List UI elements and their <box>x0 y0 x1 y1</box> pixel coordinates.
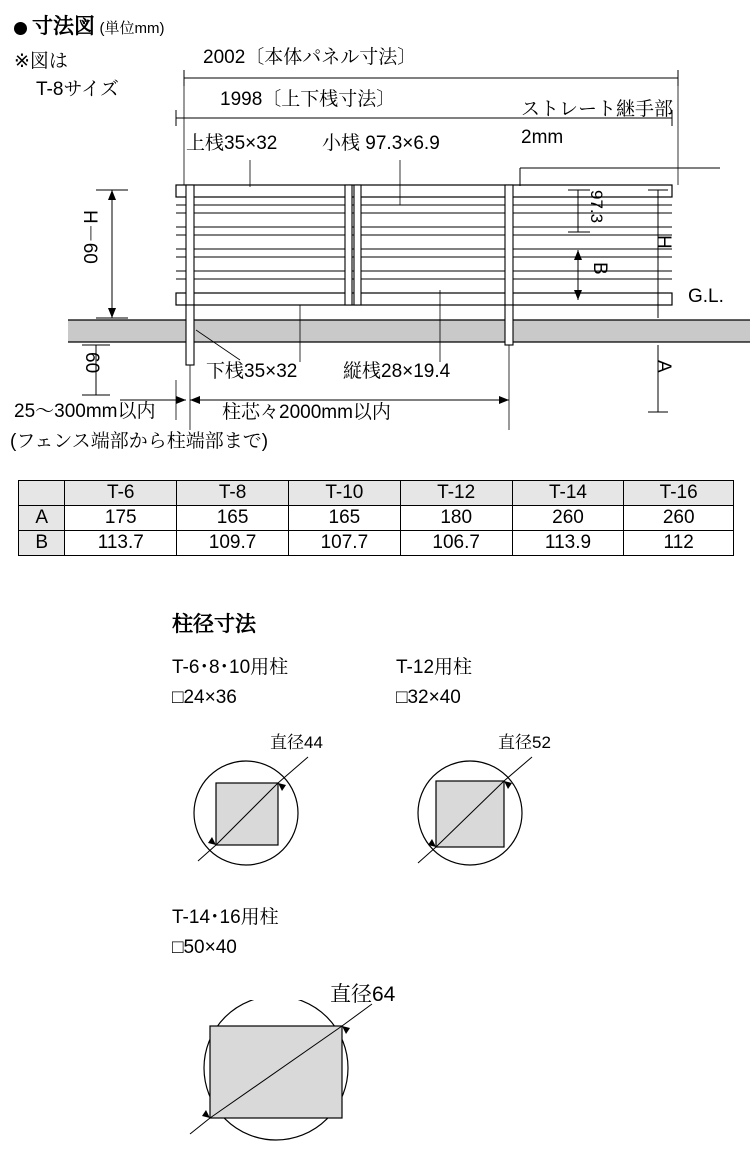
table-header-cell: T-14 <box>512 481 624 506</box>
label-dim-H: H <box>652 235 674 249</box>
post-item-0-name1: T-6･8･10用柱 <box>172 657 289 678</box>
label-gl: G.L. <box>688 286 724 307</box>
vertical-rail-right <box>505 185 513 305</box>
label-joint-line1: ストレート継手部 <box>521 99 674 120</box>
post-diagram-0 <box>168 745 358 885</box>
table-cell: 112 <box>624 531 734 556</box>
row-label: B <box>19 531 65 556</box>
page-title-text: 寸法図 <box>32 15 95 38</box>
label-post-pitch: 柱芯々2000mm以内 <box>222 402 391 423</box>
table-cell: 113.7 <box>65 531 177 556</box>
post-item-1-name2: □32×40 <box>396 687 461 708</box>
ground-band <box>68 320 750 342</box>
spec-table-wrap <box>18 480 734 556</box>
table-cell: 175 <box>65 506 177 531</box>
row-label: A <box>19 506 65 531</box>
vertical-rail-mid-b <box>354 185 361 305</box>
post-right <box>505 305 513 345</box>
table-header-cell: T-8 <box>177 481 289 506</box>
label-h-minus-60: H－60 <box>78 210 100 264</box>
table-row <box>19 506 734 531</box>
label-dim-60: 60 <box>80 352 102 374</box>
bottom-rail <box>176 293 672 305</box>
post-diagram-2 <box>168 1000 428 1150</box>
page-title-unit: (単位mm) <box>99 20 165 37</box>
vertical-rail-mid-a <box>345 185 352 305</box>
table-row <box>19 531 734 556</box>
table-header-cell: T-16 <box>624 481 734 506</box>
label-rail-width: 1998〔上下桟寸法〕 <box>220 89 396 110</box>
size-note-line1: ※図は <box>14 51 68 72</box>
post-item-0-diameter: 直径44 <box>270 733 323 752</box>
label-edge-range: 25〜300mm以内 <box>14 401 156 422</box>
post-item-1-name1: T-12用柱 <box>396 657 473 678</box>
vertical-rail-left <box>186 185 194 305</box>
table-header-cell: T-12 <box>400 481 512 506</box>
label-vertical-rail: 縦桟28×19.4 <box>343 361 451 382</box>
post-item-2-name1: T-14･16用柱 <box>172 907 279 928</box>
table-header-cell: T-10 <box>288 481 400 506</box>
label-small-rail: 小桟 97.3×6.9 <box>322 133 440 154</box>
label-joint-line2: 2mm <box>521 127 564 148</box>
post-left <box>186 305 194 365</box>
table-cell: 165 <box>288 506 400 531</box>
table-cell: 260 <box>624 506 734 531</box>
post-section-heading: 柱径寸法 <box>172 613 256 636</box>
post-item-1-diameter: 直径52 <box>498 733 551 752</box>
fence-elevation-diagram <box>0 0 752 470</box>
table-header-row <box>19 481 734 506</box>
post-item-2-name2: □50×40 <box>172 937 237 958</box>
label-dim-97-3: 97.3 <box>587 190 606 224</box>
post-diagram-1 <box>392 745 582 885</box>
table-cell: 260 <box>512 506 624 531</box>
table-cell: 106.7 <box>400 531 512 556</box>
spec-table <box>18 480 734 556</box>
table-cell: 165 <box>177 506 289 531</box>
post-item-0-name2: □24×36 <box>172 687 237 708</box>
table-cell: 109.7 <box>177 531 289 556</box>
label-top-rail: 上桟35×32 <box>186 133 278 154</box>
post-item-2-diameter: 直径64 <box>330 983 396 1006</box>
table-header-cell: T-6 <box>65 481 177 506</box>
table-cell: 107.7 <box>288 531 400 556</box>
label-bottom-rail: 下桟35×32 <box>206 361 298 382</box>
table-cell: 180 <box>400 506 512 531</box>
label-dim-A: A <box>652 360 674 373</box>
label-edge-note: (フェンス端部から柱端部まで) <box>10 431 269 452</box>
table-header-cell <box>19 481 65 506</box>
label-dim-B: B <box>588 262 610 275</box>
size-note-line2: T-8サイズ <box>36 79 119 100</box>
table-cell: 113.9 <box>512 531 624 556</box>
label-panel-width: 2002〔本体パネル寸法〕 <box>203 47 417 68</box>
